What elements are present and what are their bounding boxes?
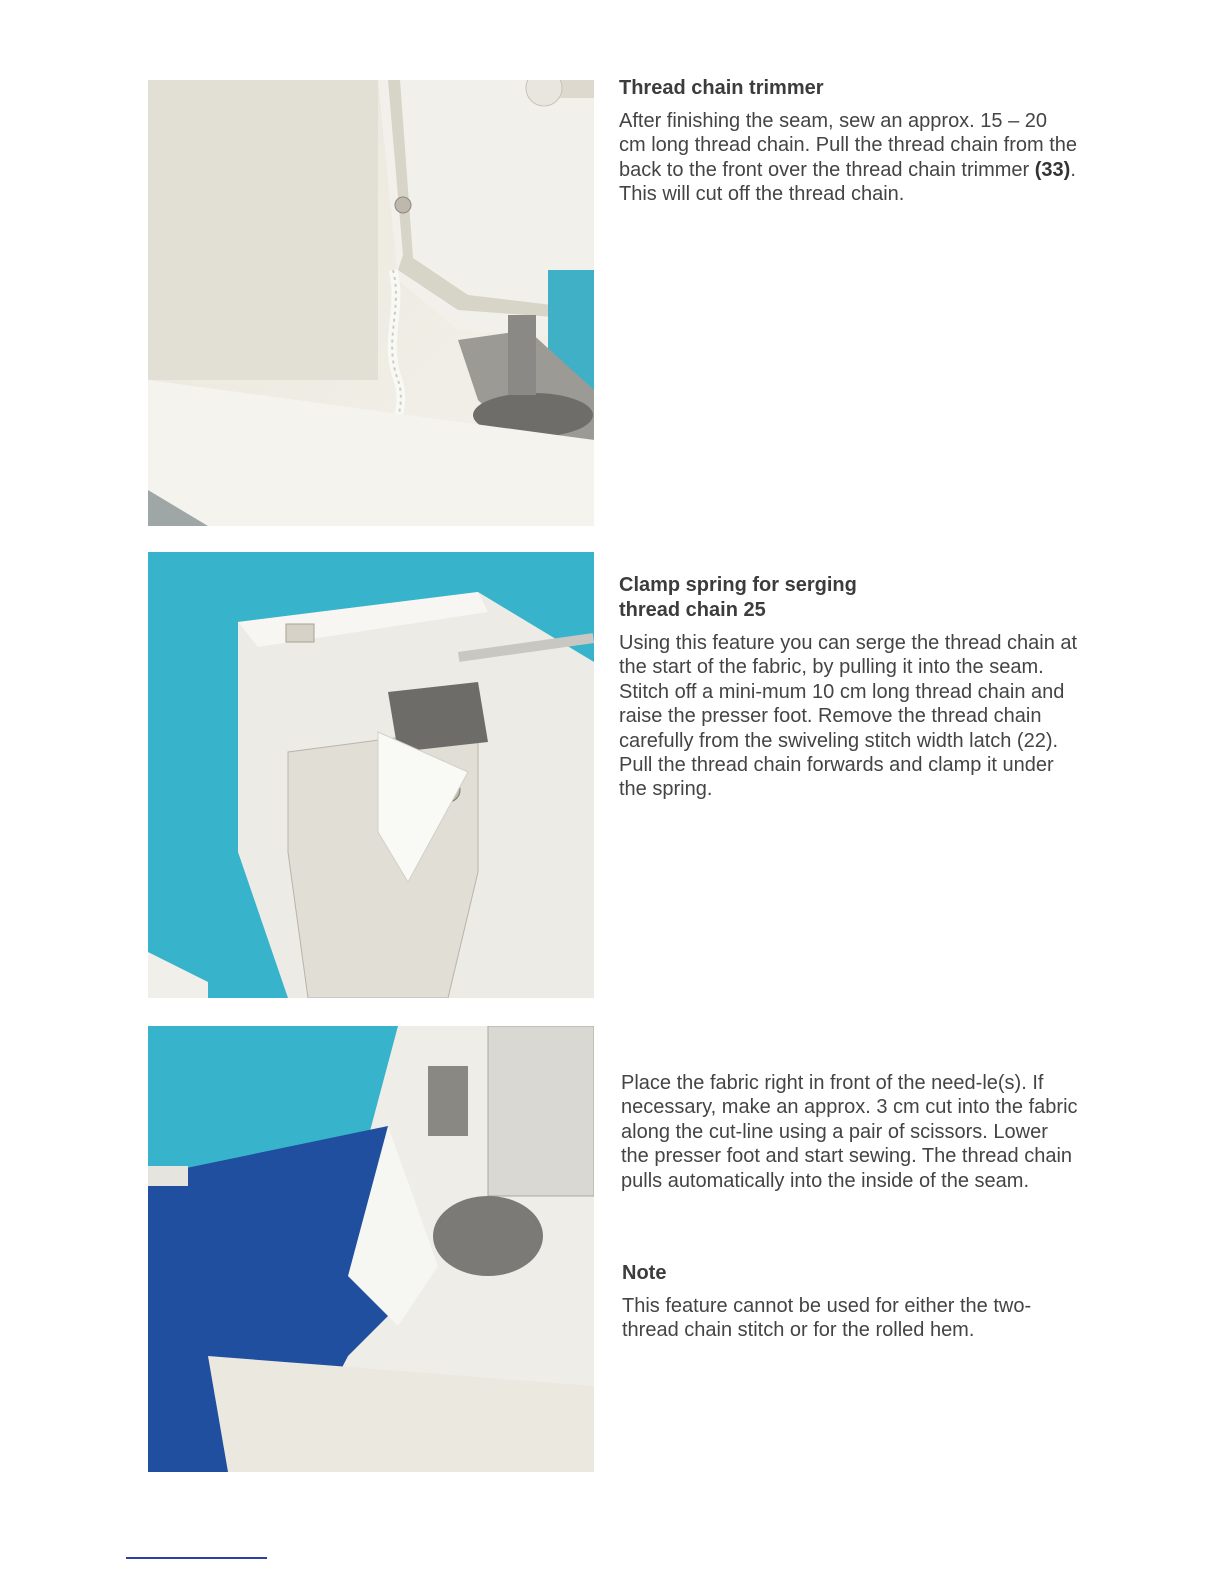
photo-fabric-placement — [148, 1026, 594, 1472]
note-box — [622, 1261, 1082, 1343]
section-body: Using this feature you can serge the thread chain at the start of the fabric, by pulling it into the seam. Stitch off a mini-mum 10 cm long thread chain and raise the presser foot. Remove the thread chain carefully from the swiveling stitch width latch (22). Pull the thread chain forwards and clamp it under the spring. — [619, 632, 1078, 801]
section-thread-chain-trimmer — [619, 76, 1079, 207]
section-fabric-placement — [621, 1071, 1081, 1193]
note-body: This feature cannot be used for either the two-thread chain stitch or for the rolled hem. — [622, 1295, 1032, 1342]
section-heading: Thread chain trimmer — [619, 77, 824, 99]
section-body: After finishing the seam, sew an approx. 15 – 20 cm long thread chain. Pull the thread chain from the back to the front over the thread chain trimmer (33). This will cut off the thread chain. — [619, 110, 1078, 206]
part-reference: (33) — [1034, 158, 1071, 181]
section-body: Place the fabric right in front of the need-le(s). If necessary, make an approx. 3 cm cut into the fabric along the cut-line using a pair of scissors. Lower the presser foot and start sewing. The thread chain pulls automatically into the inside of the seam. — [621, 1072, 1078, 1192]
note-heading: Note — [622, 1262, 667, 1284]
photo-clamp-spring — [148, 552, 594, 998]
photo-thread-chain-trimmer — [148, 80, 594, 526]
footer-rule — [126, 1557, 267, 1559]
section-clamp-spring — [619, 573, 1079, 802]
section-heading: Clamp spring for serging thread chain 25 — [619, 574, 857, 621]
